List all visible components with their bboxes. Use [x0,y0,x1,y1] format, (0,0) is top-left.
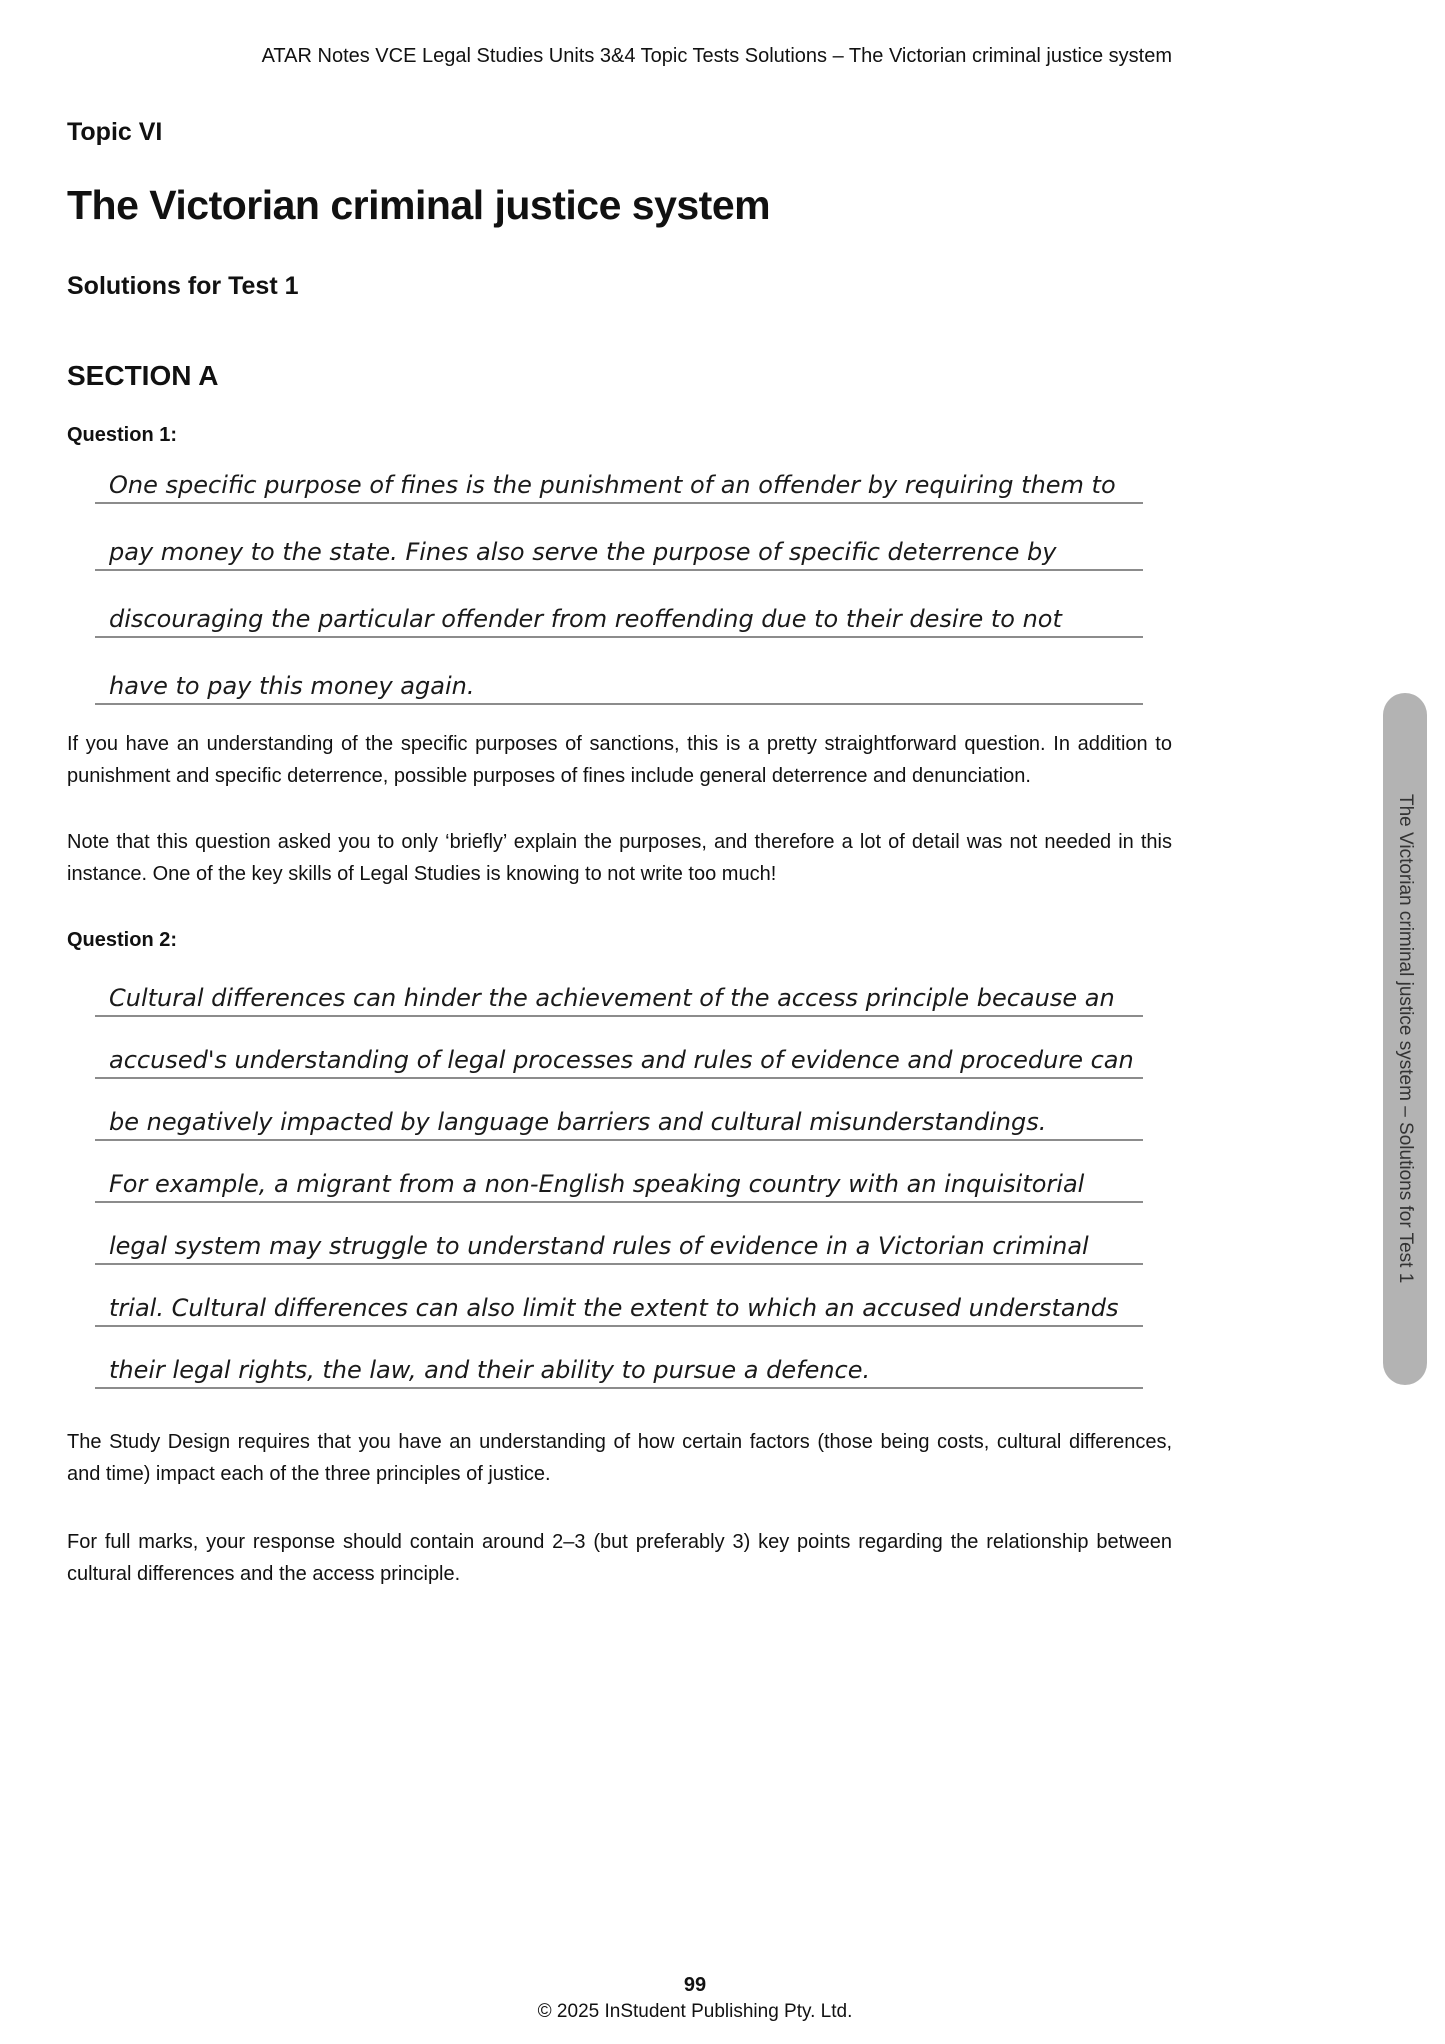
side-tab-label: The Victorian criminal justice system – Solutions for Test 1 [1395,794,1416,1284]
handwritten-line: trial. Cultural differences can also limit the extent to which an accused understands [95,1265,1143,1327]
question-1-answer [95,437,1143,705]
section-heading: SECTION A [67,360,219,391]
running-header: ATAR Notes VCE Legal Studies Units 3&4 Topic Tests Solutions – The Victorian criminal justice system [261,45,1172,67]
question-2-commentary-2: For full marks, your response should contain around 2–3 (but preferably 3) key points regarding the relationship between cultural differences and the access principle. [67,1531,1172,1585]
handwritten-line: their legal rights, the law, and their ability to pursue a defence. [95,1327,1143,1389]
copyright-notice: © 2025 InStudent Publishing Pty. Ltd. [537,2001,853,2022]
page-footer [0,1974,1390,2023]
handwritten-line: For example, a migrant from a non-English speaking country with an inquisitorial [95,1141,1143,1203]
handwritten-line: pay money to the state. Fines also serve the purpose of specific deterrence by [95,504,1143,571]
question-1-commentary-2: Note that this question asked you to only ‘briefly’ explain the purposes, and therefore a lot of detail was not needed in this instance. One of the key skills of Legal Studies is knowing to not write too much! [67,831,1172,885]
handwritten-line: have to pay this money again. [95,638,1143,705]
topic-eyebrow: Topic VI [67,118,163,146]
handwritten-line: legal system may struggle to understand rules of evidence in a Victorian criminal [95,1203,1143,1265]
question-1-label: Question 1: [67,424,178,446]
page-title: The Victorian criminal justice system [67,182,771,228]
question-2-commentary-1: The Study Design requires that you have an understanding of how certain factors (those being costs, cultural differences, and time) impact each of the three principles of justice. [67,1431,1172,1485]
side-tab [1383,693,1427,1385]
handwritten-line: discouraging the particular offender from reoffending due to their desire to not [95,571,1143,638]
page-number: 99 [683,1974,707,1996]
handwritten-line: accused's understanding of legal processes and rules of evidence and procedure can [95,1017,1143,1079]
page-subtitle: Solutions for Test 1 [67,272,299,300]
question-2-label: Question 2: [67,929,178,951]
handwritten-line: One specific purpose of fines is the punishment of an offender by requiring them to [95,437,1143,504]
question-2-answer [95,955,1143,1389]
handwritten-line: be negatively impacted by language barriers and cultural misunderstandings. [95,1079,1143,1141]
handwritten-line: Cultural differences can hinder the achievement of the access principle because an [95,955,1143,1017]
question-1-commentary-1: If you have an understanding of the specific purposes of sanctions, this is a pretty straightforward question. In addition to punishment and specific deterrence, possible purposes of fines include general deterrence and denunciation. [67,733,1172,787]
